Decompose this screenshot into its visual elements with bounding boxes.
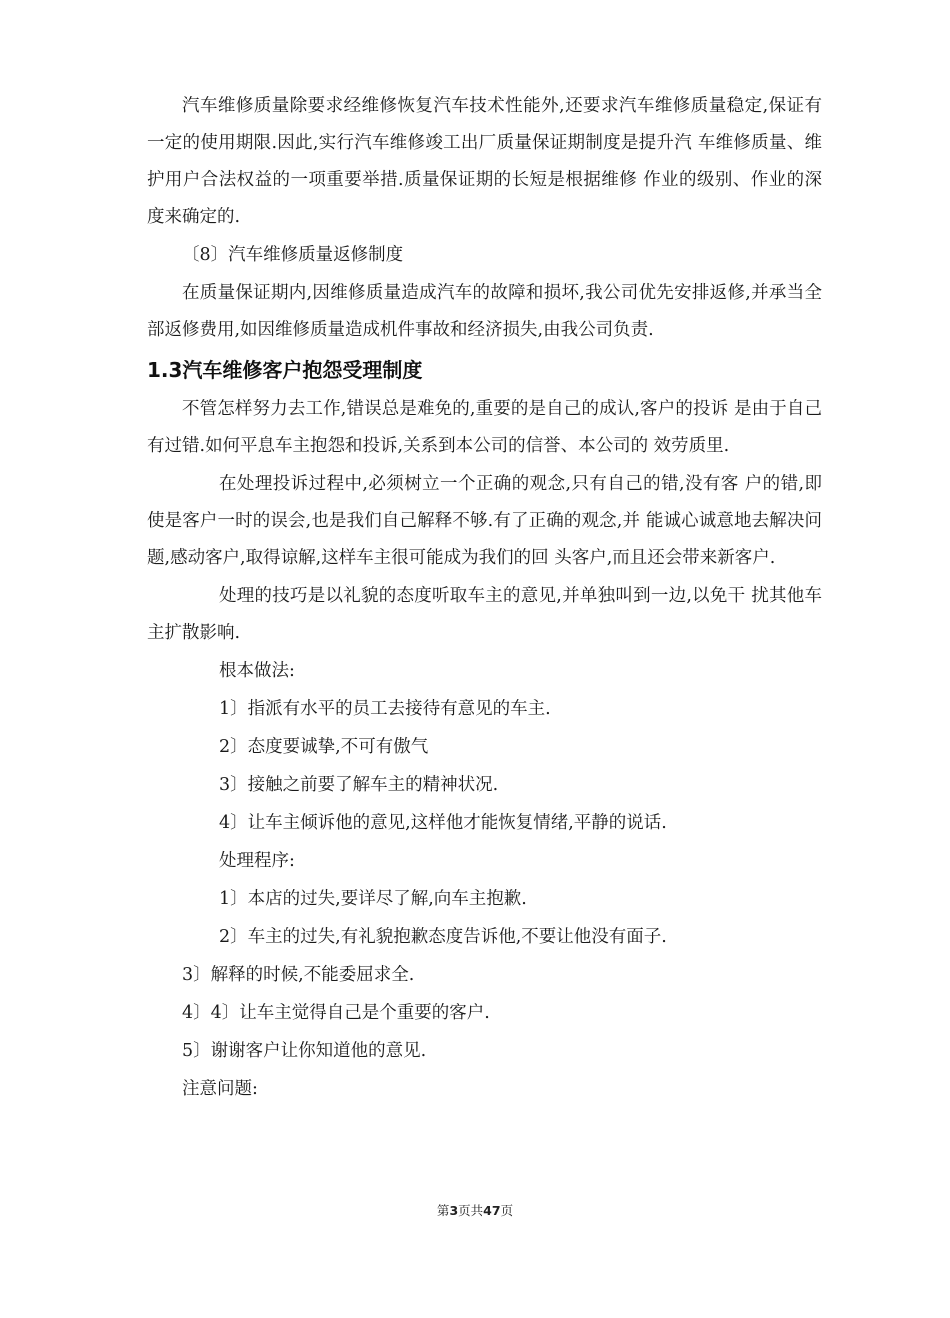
list-item: 2〕态度要诚挚,不可有傲气 (219, 737, 429, 757)
paragraph-complaint-attitude: 在处理投诉过程中,必须树立一个正确的观念,只有自己的错,没有客 户的错,即使是客户一时的误会,也是我们自己解释不够.有了正确的观念,并 能诚心诚意地去解决问题,感动客户,取得谅解,这样车主很可能成为我们的回 头客户,而且还会带来新客户. (147, 474, 822, 568)
procedure-title: 处理程序: (219, 851, 295, 871)
paragraph-rework-policy: 在质量保证期内,因维修质量造成汽车的故障和损坏,我公司优先安排返修,并承当全部返修费用,如因维修质量造成机件事故和经济损失,由我公司负责. (147, 283, 822, 340)
paragraph-complaint-intro: 不管怎样努力去工作,错误总是难免的,重要的是自己的成认,客户的投诉 是由于自己有过错.如何平息车主抱怨和投诉,关系到本公司的信誉、本公司的 效劳质里. (147, 399, 822, 456)
footer-middle: 页共 (458, 1203, 484, 1218)
basic-method-title: 根本做法: (219, 661, 295, 681)
list-item: 3〕解释的时候,不能委屈求全. (182, 965, 415, 985)
paragraph-warranty-period: 汽车维修质量除要求经维修恢复汽车技术性能外,还要求汽车维修质量稳定,保证有一定的使用期限.因此,实行汽车维修竣工出厂质量保证期制度是提升汽 车维修质量、维护用户合法权益的一项重要举措.质量保证期的长短是根据维修 作业的级别、作业的深度来确定的. (147, 96, 822, 227)
list-item: 1〕本店的过失,要详尽了解,向车主抱歉. (219, 889, 527, 909)
list-item: 5〕谢谢客户让你知道他的意见. (182, 1041, 427, 1061)
subsection-title-rework: 〔8〕汽车维修质量返修制度 (182, 245, 404, 265)
list-item: 4〕4〕让车主觉得自己是个重要的客户. (182, 1003, 490, 1023)
notes-title: 注意问题: (182, 1079, 258, 1099)
page-content (147, 88, 822, 1109)
list-item: 2〕车主的过失,有礼貌抱歉态度告诉他,不要让他没有面子. (219, 927, 667, 947)
section-heading: 1.3汽车维修客户抱怨受理制度 (147, 358, 423, 382)
paragraph-complaint-technique: 处理的技巧是以礼貌的态度听取车主的意见,并单独叫到一边,以免干 扰其他车主扩散影响. (147, 586, 822, 643)
page-number: 3 (449, 1203, 459, 1218)
list-item: 4〕让车主倾诉他的意见,这样他才能恢复情绪,平静的说话. (219, 813, 667, 833)
footer-suffix: 页 (500, 1203, 514, 1218)
list-item: 1〕指派有水平的员工去接待有意见的车主. (219, 699, 551, 719)
footer-prefix: 第 (436, 1203, 450, 1218)
total-pages: 47 (483, 1203, 501, 1218)
page-footer (0, 1201, 950, 1219)
list-item: 3〕接触之前要了解车主的精神状况. (219, 775, 499, 795)
